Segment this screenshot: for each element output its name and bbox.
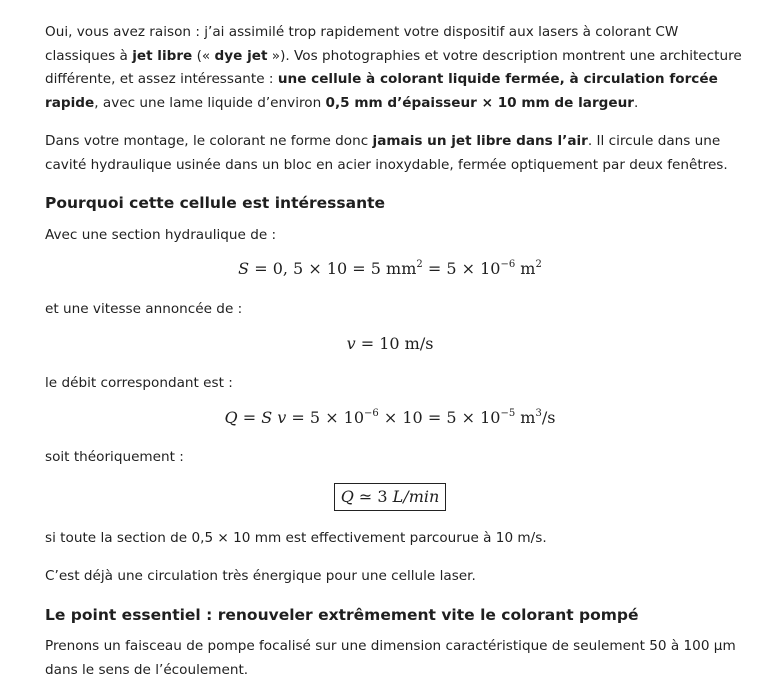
paragraph-section-intro: Avec une section hydraulique de : (45, 227, 277, 243)
bold-text: dye jet (214, 47, 268, 64)
section-heading: Le point essentiel : renouveler extrêmement vite le colorant pompé (45, 606, 639, 624)
paragraph-pump-beam: Prenons un faisceau de pompe focalisé sur une dimension caractéristique de seulement 50 à 100 µm dans le sens de l’écoulement. (45, 638, 736, 678)
paragraph-flow-intro: le débit correspondant est : (45, 375, 233, 391)
equation-flow: Q = S $v = 5 \times 10^{-6} \times 10 = 5 \times 10^{-5}$ $m^3/s$ (224, 408, 556, 427)
paragraph-setup (45, 130, 745, 177)
text: . (634, 94, 639, 111)
bold-text: jet libre (132, 47, 193, 64)
bold-text: jamais un jet libre dans l’air (372, 133, 588, 149)
paragraph-condition: si toute la section de 0,5 × 10 mm est effectivement parcourue à 10 m/s. (45, 530, 547, 546)
equation-section: S = 0, 5 × 10 = 5 $mm^2 = 5 \times 10^{-6}$ $m^2$ (238, 259, 542, 278)
paragraph-intro (45, 21, 745, 115)
equation-speed: v = 10 m/s (346, 334, 434, 353)
text: Oui, vous avez raison : j’ai assimilé trop rapidement votre dispositif aux lasers à colorant CW classiques à (45, 24, 679, 64)
bold-text: une cellule à colorant liquide fermée, à circulation forcée rapide (45, 71, 718, 111)
equation-flow-result (45, 483, 735, 511)
paragraph-theoretical: soit théoriquement : (45, 449, 184, 465)
bold-text: 0,5 mm d’épaisseur × 10 mm de largeur (325, 94, 634, 111)
paragraph-speed-intro: et une vitesse annoncée de : (45, 301, 243, 317)
section-heading: Pourquoi cette cellule est intéressante (45, 194, 386, 212)
text: . Il circule dans une cavité hydraulique usinée dans un bloc en acier inoxydable, fermée optiquement par deux fenêtres. (45, 133, 728, 173)
boxed-result: Q ≃ 3 L/min (334, 483, 447, 511)
text: , avec une lame liquide d’environ (94, 94, 326, 111)
text: Dans votre montage, le colorant ne forme donc (45, 133, 373, 149)
text: »). Vos photographies et votre description montrent une architecture différente, et assez intéressante : (45, 47, 742, 87)
paragraph-energetic: C’est déjà une circulation très énergique pour une cellule laser. (45, 568, 476, 584)
text: (« (192, 47, 215, 64)
